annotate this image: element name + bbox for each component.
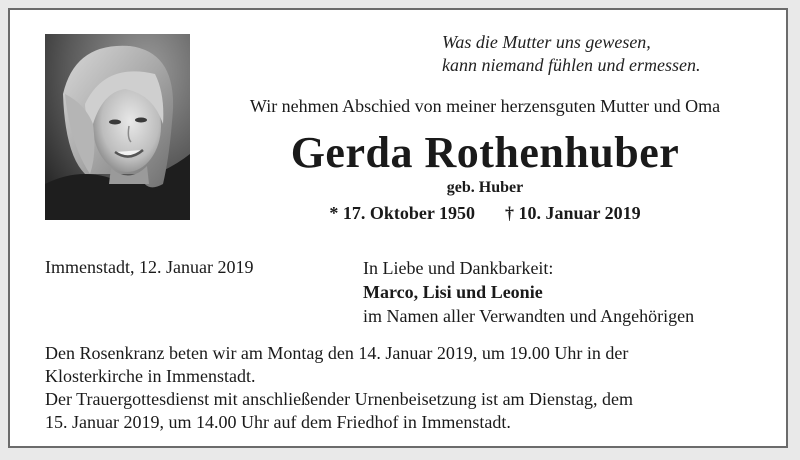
mourners-names: Marco, Lisi und Leonie xyxy=(363,282,543,302)
deceased-name: Gerda Rothenhuber xyxy=(290,128,680,177)
mourners-intro: In Liebe und Dankbarkeit: xyxy=(363,258,554,278)
mourners-block xyxy=(363,256,694,328)
service-line-4: 15. Januar 2019, um 14.00 Uhr auf dem Friedhof in Immenstadt. xyxy=(45,412,511,432)
memorial-quote xyxy=(442,31,772,77)
death-date: † 10. Januar 2019 xyxy=(504,203,641,223)
life-dates xyxy=(200,201,770,225)
place-and-date: Immenstadt, 12. Januar 2019 xyxy=(45,257,254,277)
birth-date: * 17. Oktober 1950 xyxy=(329,203,475,223)
mourners-relatives: im Namen aller Verwandten und Angehörigen xyxy=(363,306,695,326)
quote-line-2: kann niemand fühlen und ermessen. xyxy=(442,55,701,75)
service-info xyxy=(45,342,755,434)
portrait-photo xyxy=(45,34,190,220)
portrait-illustration xyxy=(45,34,190,220)
service-line-1: Den Rosenkranz beten wir am Montag den 14. Januar 2019, um 19.00 Uhr in der xyxy=(45,343,629,363)
farewell-intro: Wir nehmen Abschied von meiner herzensguten Mutter und Oma xyxy=(249,96,721,116)
quote-line-1: Was die Mutter uns gewesen, xyxy=(442,32,651,52)
service-line-3: Der Trauergottesdienst mit anschließender Urnenbeisetzung ist am Dienstag, dem xyxy=(45,389,634,409)
birth-name: geb. Huber xyxy=(446,179,524,196)
service-line-2: Klosterkirche in Immenstadt. xyxy=(45,366,256,386)
